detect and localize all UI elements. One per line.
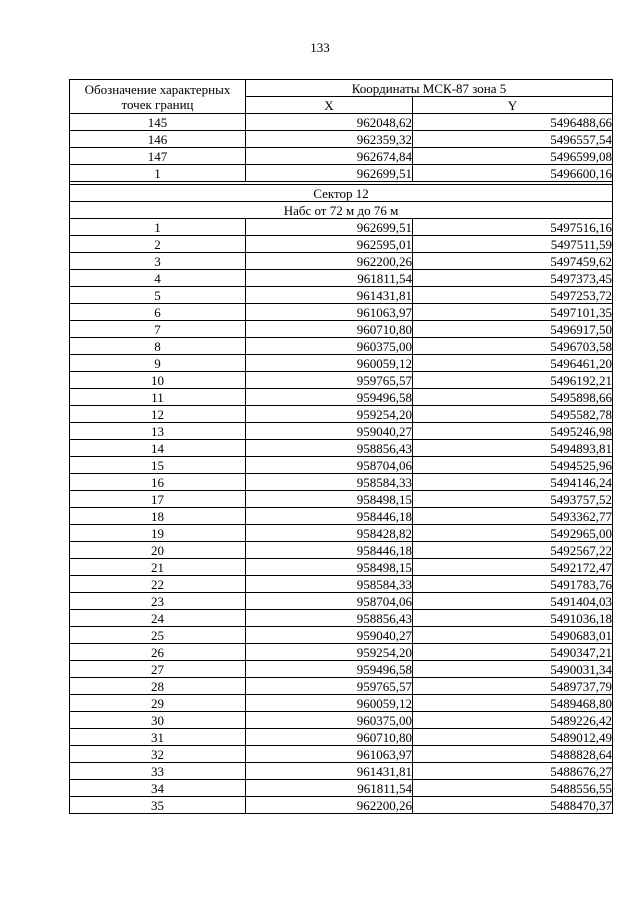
table-row <box>70 593 613 610</box>
x-cell: 959040,27 <box>246 627 413 644</box>
point-cell: 22 <box>70 576 246 593</box>
x-cell: 959040,27 <box>246 423 413 440</box>
y-cell: 5489012,49 <box>413 729 613 746</box>
table-row <box>70 559 613 576</box>
x-cell: 958428,82 <box>246 525 413 542</box>
point-cell: 29 <box>70 695 246 712</box>
x-cell: 961063,97 <box>246 304 413 321</box>
table-row <box>70 644 613 661</box>
y-cell: 5493757,52 <box>413 491 613 508</box>
y-cell: 5489468,80 <box>413 695 613 712</box>
point-cell: 35 <box>70 797 246 814</box>
table-row <box>70 321 613 338</box>
table-row <box>70 406 613 423</box>
point-cell: 25 <box>70 627 246 644</box>
y-cell: 5496461,20 <box>413 355 613 372</box>
y-cell: 5497253,72 <box>413 287 613 304</box>
coordinates-table <box>69 79 613 814</box>
x-cell: 958856,43 <box>246 440 413 457</box>
y-cell: 5488676,27 <box>413 763 613 780</box>
point-cell: 6 <box>70 304 246 321</box>
y-cell: 5497101,35 <box>413 304 613 321</box>
x-cell: 960059,12 <box>246 695 413 712</box>
x-cell: 960375,00 <box>246 712 413 729</box>
x-cell: 958856,43 <box>246 610 413 627</box>
table-row <box>70 148 613 165</box>
x-cell: 962048,62 <box>246 114 413 131</box>
table-row <box>70 287 613 304</box>
table-row <box>70 440 613 457</box>
y-cell: 5495582,78 <box>413 406 613 423</box>
point-cell: 7 <box>70 321 246 338</box>
table-row <box>70 712 613 729</box>
x-cell: 962200,26 <box>246 253 413 270</box>
page-number: 133 <box>310 40 330 55</box>
y-cell: 5492172,47 <box>413 559 613 576</box>
x-cell: 962595,01 <box>246 236 413 253</box>
y-cell: 5494525,96 <box>413 457 613 474</box>
table-row <box>70 253 613 270</box>
y-cell: 5490031,34 <box>413 661 613 678</box>
header-x: X <box>246 97 413 114</box>
table-row <box>70 746 613 763</box>
x-cell: 960710,80 <box>246 321 413 338</box>
point-cell: 12 <box>70 406 246 423</box>
y-cell: 5496192,21 <box>413 372 613 389</box>
y-cell: 5491783,76 <box>413 576 613 593</box>
y-cell: 5495898,66 <box>413 389 613 406</box>
x-cell: 959496,58 <box>246 389 413 406</box>
y-cell: 5490347,21 <box>413 644 613 661</box>
table-row <box>70 338 613 355</box>
point-cell: 1 <box>70 165 246 182</box>
y-cell: 5493362,77 <box>413 508 613 525</box>
sector-title: Сектор 12 <box>70 185 613 202</box>
point-cell: 4 <box>70 270 246 287</box>
table-row <box>70 661 613 678</box>
y-cell: 5489226,42 <box>413 712 613 729</box>
point-cell: 30 <box>70 712 246 729</box>
y-cell: 5496599,08 <box>413 148 613 165</box>
y-cell: 5488470,37 <box>413 797 613 814</box>
x-cell: 958704,06 <box>246 593 413 610</box>
x-cell: 959254,20 <box>246 406 413 423</box>
x-cell: 958446,18 <box>246 508 413 525</box>
point-cell: 32 <box>70 746 246 763</box>
y-cell: 5497373,45 <box>413 270 613 287</box>
y-cell: 5496557,54 <box>413 131 613 148</box>
point-cell: 146 <box>70 131 246 148</box>
x-cell: 961811,54 <box>246 270 413 287</box>
table-row <box>70 542 613 559</box>
point-cell: 14 <box>70 440 246 457</box>
x-cell: 958584,33 <box>246 474 413 491</box>
top-rows <box>70 114 613 182</box>
y-cell: 5497459,62 <box>413 253 613 270</box>
sector-rows <box>70 219 613 814</box>
table-row <box>70 576 613 593</box>
x-cell: 960059,12 <box>246 355 413 372</box>
x-cell: 962699,51 <box>246 165 413 182</box>
x-cell: 959496,58 <box>246 661 413 678</box>
table-row <box>70 729 613 746</box>
table-row <box>70 304 613 321</box>
y-cell: 5491404,03 <box>413 593 613 610</box>
point-cell: 9 <box>70 355 246 372</box>
y-cell: 5497511,59 <box>413 236 613 253</box>
table-row <box>70 423 613 440</box>
table-row <box>70 678 613 695</box>
header-coordinates: Координаты МСК-87 зона 5 <box>246 80 613 97</box>
table-row <box>70 219 613 236</box>
x-cell: 960710,80 <box>246 729 413 746</box>
y-cell: 5491036,18 <box>413 610 613 627</box>
table-row <box>70 763 613 780</box>
point-cell: 11 <box>70 389 246 406</box>
y-cell: 5492965,00 <box>413 525 613 542</box>
y-cell: 5496703,58 <box>413 338 613 355</box>
point-cell: 3 <box>70 253 246 270</box>
point-cell: 26 <box>70 644 246 661</box>
table-row <box>70 165 613 182</box>
point-cell: 34 <box>70 780 246 797</box>
y-cell: 5494146,24 <box>413 474 613 491</box>
x-cell: 961063,97 <box>246 746 413 763</box>
table-row <box>70 389 613 406</box>
y-cell: 5490683,01 <box>413 627 613 644</box>
sector-header <box>70 182 613 219</box>
table-row <box>70 508 613 525</box>
table-row <box>70 457 613 474</box>
x-cell: 958704,06 <box>246 457 413 474</box>
x-cell: 961431,81 <box>246 287 413 304</box>
table-row <box>70 627 613 644</box>
point-cell: 2 <box>70 236 246 253</box>
x-cell: 958498,15 <box>246 559 413 576</box>
table-row <box>70 695 613 712</box>
point-cell: 24 <box>70 610 246 627</box>
x-cell: 959765,57 <box>246 678 413 695</box>
table-row <box>70 610 613 627</box>
y-cell: 5497516,16 <box>413 219 613 236</box>
table-row <box>70 372 613 389</box>
x-cell: 958446,18 <box>246 542 413 559</box>
point-cell: 21 <box>70 559 246 576</box>
y-cell: 5496488,66 <box>413 114 613 131</box>
y-cell: 5489737,79 <box>413 678 613 695</box>
point-cell: 19 <box>70 525 246 542</box>
point-cell: 33 <box>70 763 246 780</box>
x-cell: 961811,54 <box>246 780 413 797</box>
table-row <box>70 355 613 372</box>
point-cell: 15 <box>70 457 246 474</box>
table-row <box>70 491 613 508</box>
table-row <box>70 525 613 542</box>
point-cell: 20 <box>70 542 246 559</box>
y-cell: 5494893,81 <box>413 440 613 457</box>
x-cell: 959765,57 <box>246 372 413 389</box>
table-row <box>70 270 613 287</box>
point-cell: 8 <box>70 338 246 355</box>
point-cell: 147 <box>70 148 246 165</box>
y-cell: 5495246,98 <box>413 423 613 440</box>
x-cell: 960375,00 <box>246 338 413 355</box>
point-cell: 145 <box>70 114 246 131</box>
point-cell: 1 <box>70 219 246 236</box>
point-cell: 17 <box>70 491 246 508</box>
point-cell: 18 <box>70 508 246 525</box>
table-row <box>70 780 613 797</box>
x-cell: 959254,20 <box>246 644 413 661</box>
y-cell: 5492567,22 <box>413 542 613 559</box>
y-cell: 5488556,55 <box>413 780 613 797</box>
point-cell: 27 <box>70 661 246 678</box>
y-cell: 5496917,50 <box>413 321 613 338</box>
x-cell: 962200,26 <box>246 797 413 814</box>
x-cell: 962699,51 <box>246 219 413 236</box>
x-cell: 962674,84 <box>246 148 413 165</box>
point-cell: 13 <box>70 423 246 440</box>
header-y: Y <box>413 97 613 114</box>
y-cell: 5496600,16 <box>413 165 613 182</box>
header-point-label: Обозначение характерных точек границ <box>70 80 246 114</box>
table-row <box>70 131 613 148</box>
table-row <box>70 114 613 131</box>
table-row <box>70 236 613 253</box>
x-cell: 958584,33 <box>246 576 413 593</box>
point-cell: 5 <box>70 287 246 304</box>
table-row <box>70 474 613 491</box>
x-cell: 958498,15 <box>246 491 413 508</box>
x-cell: 961431,81 <box>246 763 413 780</box>
y-cell: 5488828,64 <box>413 746 613 763</box>
table-row <box>70 797 613 814</box>
point-cell: 10 <box>70 372 246 389</box>
point-cell: 23 <box>70 593 246 610</box>
point-cell: 31 <box>70 729 246 746</box>
point-cell: 16 <box>70 474 246 491</box>
sector-subtitle: Набс от 72 м до 76 м <box>70 202 613 219</box>
point-cell: 28 <box>70 678 246 695</box>
x-cell: 962359,32 <box>246 131 413 148</box>
